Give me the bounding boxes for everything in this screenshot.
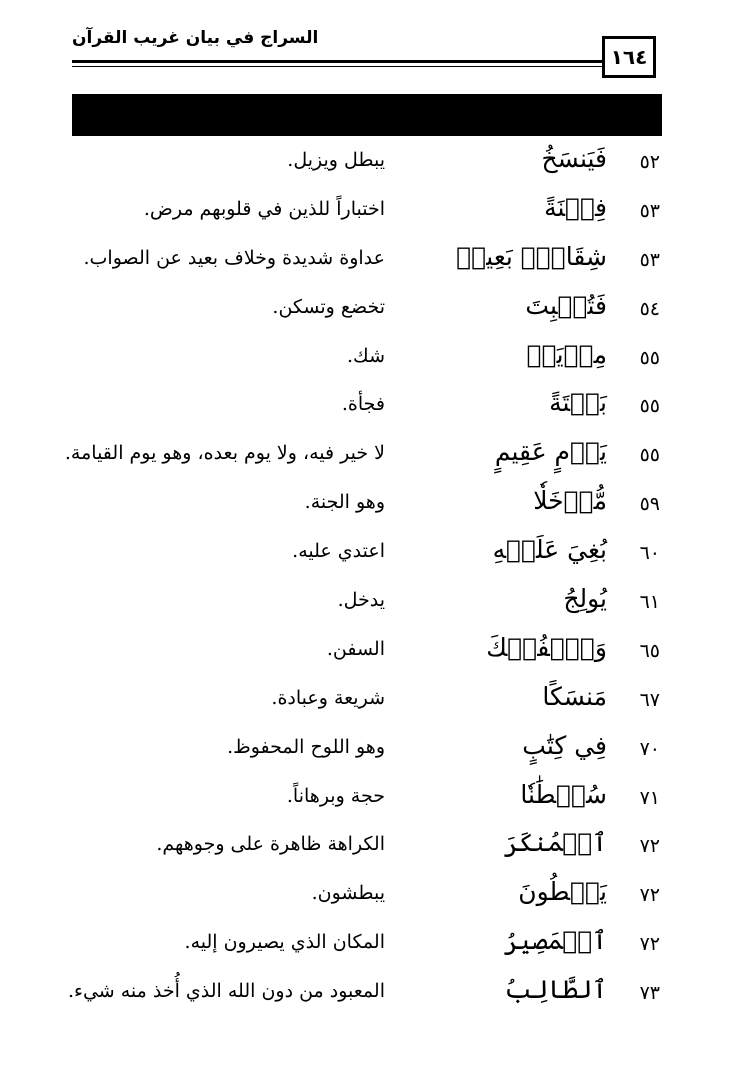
verse-number: ٥٥ bbox=[639, 444, 660, 467]
verse-number: ٥٣ bbox=[639, 248, 660, 271]
word-meaning: يبطشون. bbox=[311, 882, 385, 905]
word-meaning: يدخل. bbox=[337, 589, 385, 612]
glossary-row bbox=[0, 189, 755, 238]
word-meaning: لا خير فيه، ولا يوم بعده، وهو يوم القيامة. bbox=[64, 442, 385, 465]
verse-number: ٧٠ bbox=[639, 737, 660, 760]
glossary-row bbox=[0, 824, 755, 873]
glossary-row bbox=[0, 873, 755, 922]
verse-number: ٧٢ bbox=[639, 933, 660, 956]
word-meaning: شريعة وعبادة. bbox=[271, 686, 385, 709]
word-meaning: عداوة شديدة وخلاف بعيد عن الصواب. bbox=[83, 246, 385, 269]
word-meaning: شك. bbox=[347, 344, 385, 367]
glossary-row bbox=[0, 238, 755, 287]
verse-number: ٦٠ bbox=[639, 542, 660, 565]
quran-word: بَغۡتَةً bbox=[549, 388, 607, 418]
glossary-row bbox=[0, 287, 755, 336]
quran-word: ٱلۡمُنكَرَ bbox=[503, 828, 607, 858]
word-meaning: السفن. bbox=[326, 637, 385, 660]
quran-word: فِي كِتَٰبٍ bbox=[522, 730, 607, 760]
verse-number: ٦١ bbox=[639, 591, 660, 614]
quran-word: فَيَنسَخُ bbox=[541, 144, 607, 173]
verse-number: ٧٢ bbox=[639, 884, 660, 907]
glossary-row bbox=[0, 384, 755, 433]
word-meaning: وهو اللوح المحفوظ. bbox=[227, 735, 385, 758]
glossary-row bbox=[0, 971, 755, 1020]
word-meaning: فجأة. bbox=[341, 393, 385, 416]
word-meaning: يبطل ويزيل. bbox=[287, 149, 385, 171]
quran-word: فَتُخۡبِتَ bbox=[525, 290, 607, 320]
word-meaning: تخضع وتسكن. bbox=[272, 295, 385, 318]
word-meaning: المعبود من دون الله الذي أُخذ منه شيء. bbox=[67, 980, 385, 1003]
verse-number: ٥٤ bbox=[639, 297, 660, 320]
quran-word: يَسۡطُونَ bbox=[518, 877, 607, 907]
header-rule-thin bbox=[72, 66, 602, 67]
quran-word: مَنسَكًا bbox=[542, 681, 607, 711]
glossary-row bbox=[0, 580, 755, 629]
glossary-list bbox=[0, 140, 755, 1020]
quran-word: بُغِيَ عَلَيۡهِ bbox=[492, 535, 607, 565]
verse-number: ٦٧ bbox=[639, 688, 660, 711]
word-meaning: وهو الجنة. bbox=[304, 491, 385, 514]
verse-number: ٧١ bbox=[639, 786, 660, 809]
quran-word: ٱلطَّالِبُ bbox=[504, 975, 607, 1005]
quran-word: مُّدۡخَلٗا bbox=[533, 486, 607, 516]
verse-number: ٥٥ bbox=[639, 395, 660, 418]
word-meaning: المكان الذي يصيرون إليه. bbox=[184, 931, 385, 954]
glossary-row bbox=[0, 482, 755, 531]
glossary-row bbox=[0, 531, 755, 580]
quran-word: ٱلۡمَصِيرُ bbox=[503, 926, 607, 956]
verse-number: ٧٢ bbox=[639, 835, 660, 858]
verse-number: ٥٢ bbox=[639, 151, 660, 173]
glossary-row bbox=[0, 336, 755, 385]
word-meaning: اعتدي عليه. bbox=[292, 540, 385, 563]
word-meaning: الكراهة ظاهرة على وجوههم. bbox=[156, 833, 385, 856]
verse-number: ٥٩ bbox=[639, 493, 660, 516]
glossary-row bbox=[0, 433, 755, 482]
quran-word: وَٱلۡفُلۡكَ bbox=[486, 632, 607, 662]
word-meaning: حجة وبرهاناً. bbox=[286, 784, 385, 807]
header-rule-thick bbox=[72, 60, 602, 63]
header-black-band bbox=[72, 94, 662, 136]
page-number: ١٦٤ bbox=[602, 36, 656, 78]
glossary-row bbox=[0, 629, 755, 678]
glossary-row bbox=[0, 140, 755, 189]
word-meaning: اختباراً للذين في قلوبهم مرض. bbox=[143, 197, 385, 220]
page-header-title: السراج في بيان غريب القرآن bbox=[72, 28, 319, 48]
quran-word: سُلۡطَٰنٗا bbox=[520, 779, 607, 809]
quran-word: فِتۡنَةً bbox=[544, 192, 607, 222]
quran-word: مِرۡيَةٖ bbox=[526, 339, 607, 369]
glossary-row bbox=[0, 678, 755, 727]
verse-number: ٦٥ bbox=[639, 639, 660, 662]
verse-number: ٥٥ bbox=[639, 346, 660, 369]
glossary-row bbox=[0, 727, 755, 776]
verse-number: ٥٣ bbox=[639, 199, 660, 222]
quran-word: يَوۡمٍ عَقِيمٍ bbox=[494, 437, 607, 467]
quran-word: شِقَاقٍۭ بَعِيدٖ bbox=[456, 241, 607, 271]
quran-word: يُولِجُ bbox=[563, 584, 607, 614]
verse-number: ٧٣ bbox=[639, 982, 660, 1005]
glossary-row bbox=[0, 776, 755, 825]
glossary-row bbox=[0, 922, 755, 971]
